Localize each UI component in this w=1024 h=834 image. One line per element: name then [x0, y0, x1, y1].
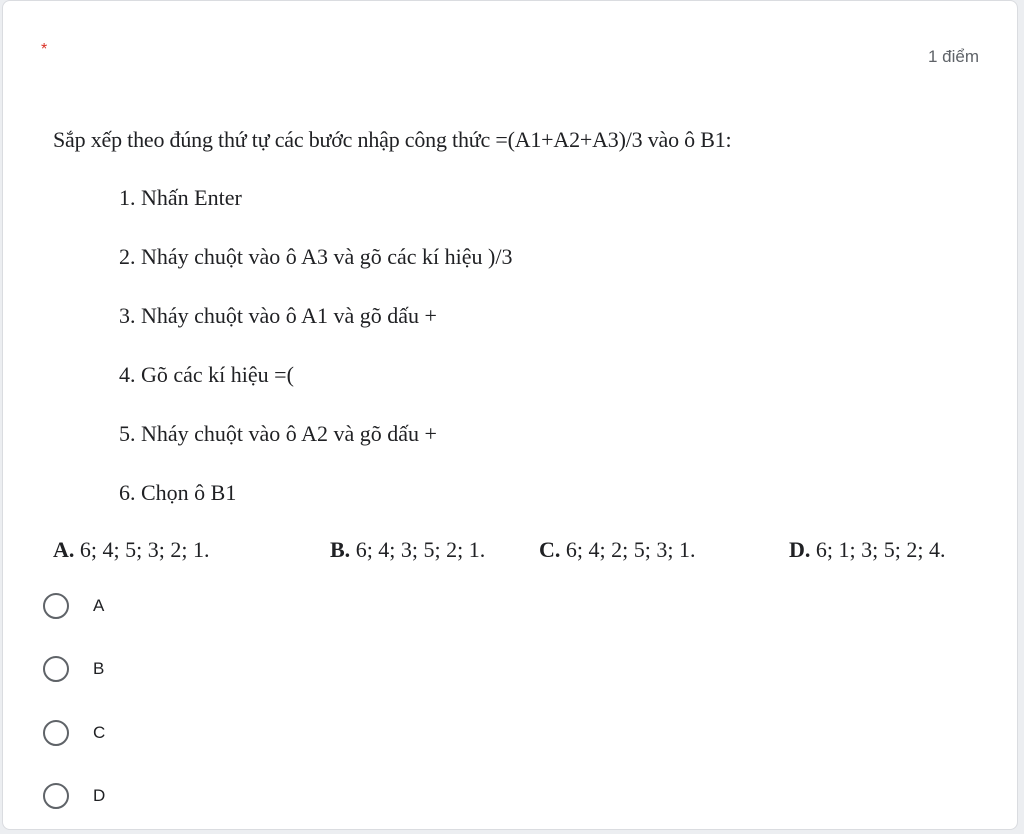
option-b-label: B — [93, 659, 105, 678]
answer-c-text: 6; 4; 2; 5; 3; 1. — [560, 537, 696, 562]
points-label: 1 điểm — [927, 47, 979, 66]
step-5: 5. Nháy chuột vào ô A2 và gõ dấu + — [119, 421, 437, 446]
answer-a-text: 6; 4; 5; 3; 2; 1. — [74, 537, 210, 562]
step-2: 2. Nháy chuột vào ô A3 và gõ các kí hiệu )/3 — [119, 244, 513, 269]
step-3: 3. Nháy chuột vào ô A1 và gõ dấu + — [119, 303, 437, 328]
answer-b-text: 6; 4; 3; 5; 2; 1. — [350, 537, 486, 562]
option-b[interactable] — [43, 653, 104, 685]
answer-d-letter: D. — [789, 537, 811, 562]
question-card — [2, 0, 1018, 830]
question-title: Sắp xếp theo đúng thứ tự các bước nhập công thức =(A1+A2+A3)/3 vào ô B1: — [53, 127, 732, 152]
answer-c — [539, 537, 695, 563]
option-c-label: C — [93, 723, 106, 742]
answer-d — [789, 537, 945, 563]
answer-a-letter: A. — [53, 537, 75, 562]
radio-button-c[interactable] — [43, 720, 69, 746]
option-d[interactable] — [43, 780, 105, 812]
option-a-label: A — [93, 596, 105, 615]
option-d-label: D — [93, 786, 106, 805]
option-c[interactable] — [43, 717, 105, 749]
answer-c-letter: C. — [539, 537, 561, 562]
option-a[interactable] — [43, 590, 104, 622]
radio-button-b[interactable] — [43, 656, 69, 682]
answer-b — [330, 537, 485, 563]
step-4: 4. Gõ các kí hiệu =( — [119, 362, 294, 387]
step-1: 1. Nhấn Enter — [119, 185, 242, 210]
answer-a — [53, 537, 209, 563]
answer-b-letter: B. — [330, 537, 351, 562]
radio-button-d[interactable] — [43, 783, 69, 809]
required-mark: * — [41, 41, 48, 58]
step-6: 6. Chọn ô B1 — [119, 480, 237, 505]
radio-button-a[interactable] — [43, 593, 69, 619]
answer-d-text: 6; 1; 3; 5; 2; 4. — [810, 537, 946, 562]
